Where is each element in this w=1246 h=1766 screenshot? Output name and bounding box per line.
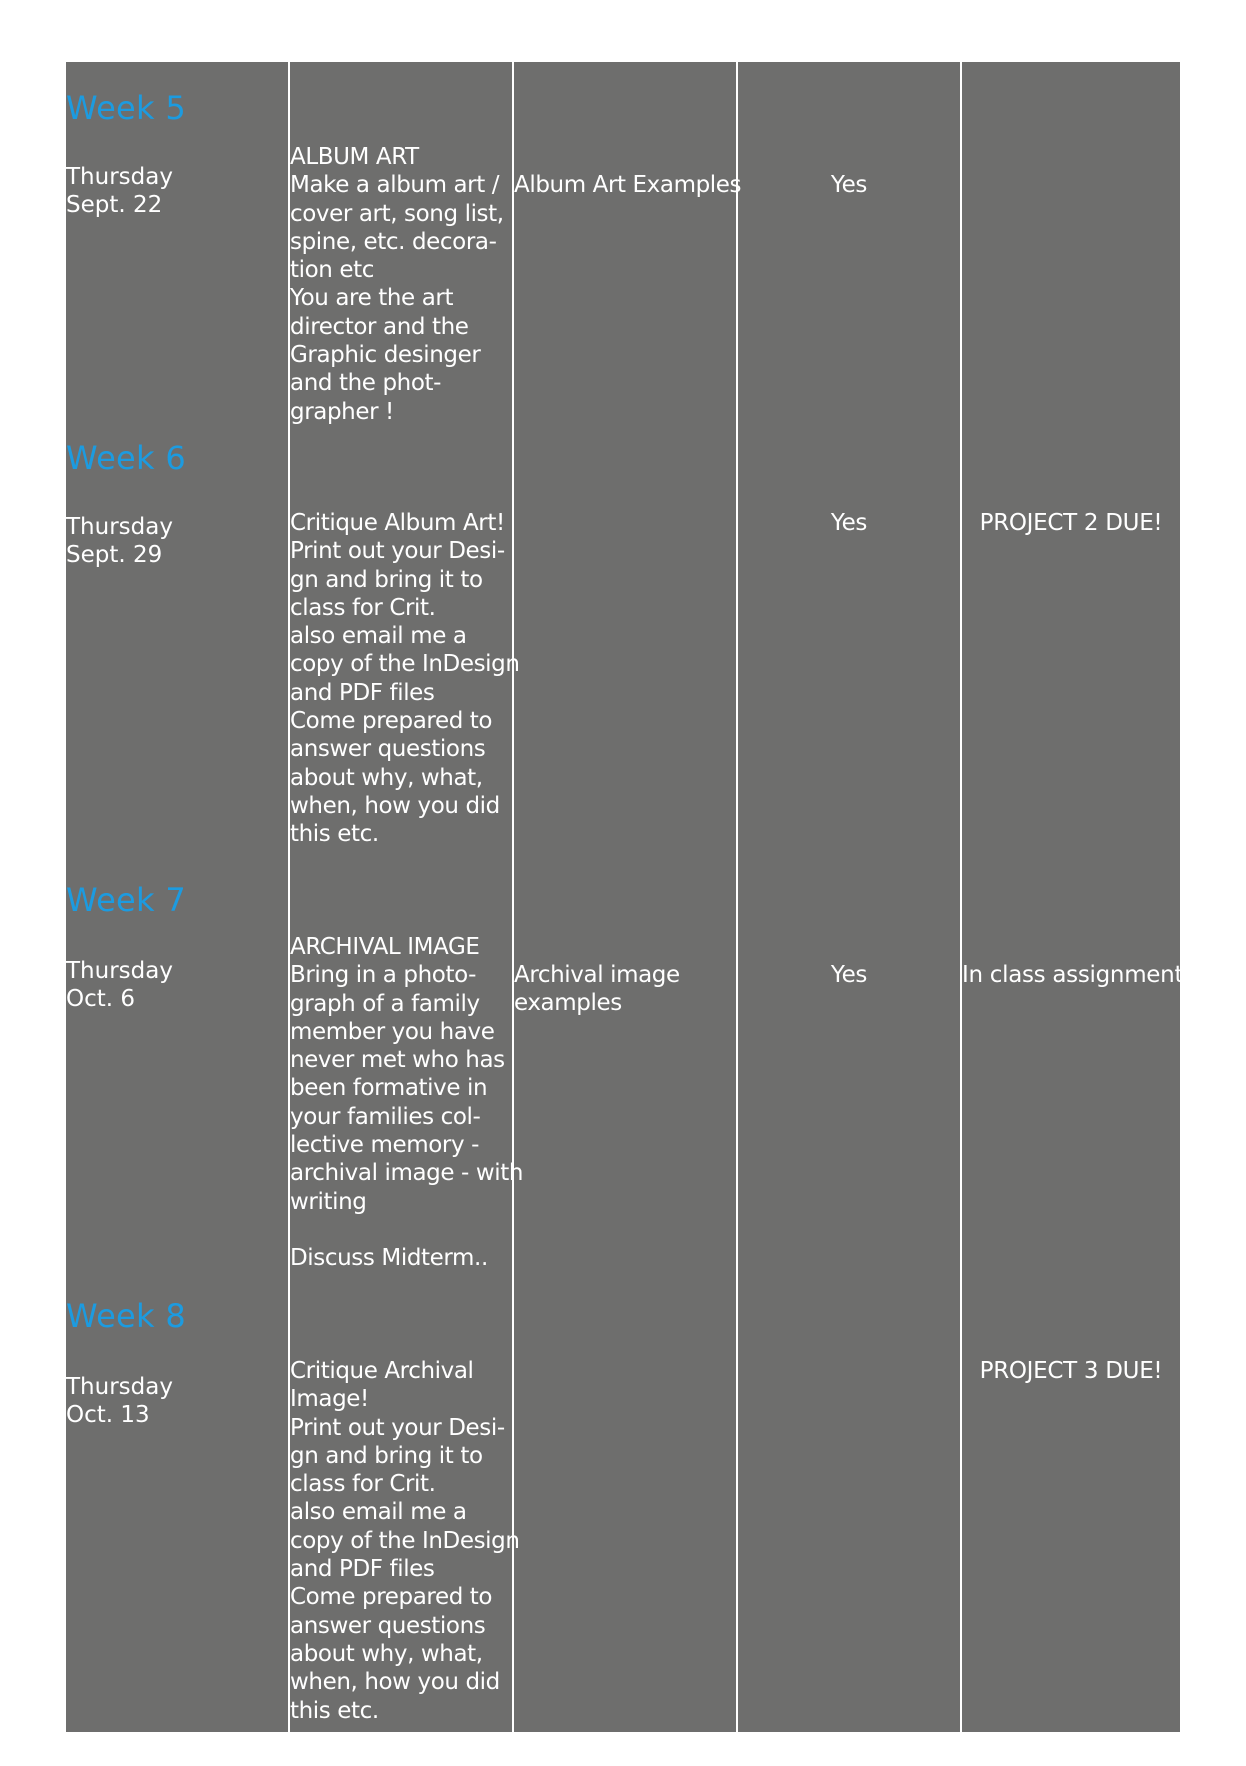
week-7-topic: ARCHIVAL IMAGE Bring in a photo- graph of a family member you have never met who has been formative in your families col- lective memory - archival image - with writing Discuss Midterm..: [290, 934, 524, 1272]
week-8-topic: Critique Archival Image! Print out your Desi- gn and bring it to class for Crit. also email me a copy of the InDesign and PDF files Come prepared to answer questions about why, what, when, how you did this etc.: [290, 1358, 520, 1724]
week-7-resources: Archival image examples: [514, 962, 680, 1017]
week-5-topic: ALBUM ART Make a album art / cover art, song list, spine, etc. decora- tion etc You are the art director and the Graphic desinger and the phot- grapher !: [290, 144, 504, 425]
week-8-note: PROJECT 3 DUE!: [979, 1358, 1163, 1384]
week-6-heading: Week 6: [66, 439, 187, 477]
schedule-table: [66, 62, 1184, 1732]
week-7-note: In class assignment: [962, 962, 1184, 988]
week-5-heading: Week 5: [66, 89, 187, 127]
week-6-topic: Critique Album Art! Print out your Desi- gn and bring it to class for Crit. also email me a copy of the InDesign and PDF files Come prepared to answer questions about why, what, when, how you did this etc.: [290, 510, 520, 848]
week-5-date: Thursday Sept. 22: [66, 164, 173, 218]
week-7-heading: Week 7: [66, 881, 187, 919]
week-6-status: Yes: [830, 510, 868, 536]
week-7-date: Thursday Oct. 6: [66, 958, 173, 1012]
week-5-status: Yes: [830, 172, 868, 198]
week-8-date: Thursday Oct. 13: [66, 1374, 173, 1428]
week-6-note: PROJECT 2 DUE!: [979, 510, 1163, 536]
week-8-heading: Week 8: [66, 1297, 187, 1335]
week-7-status: Yes: [830, 962, 868, 988]
column-divider: [960, 62, 962, 1732]
week-5-resources: Album Art Examples: [514, 172, 742, 198]
week-6-date: Thursday Sept. 29: [66, 514, 173, 568]
column-divider: [736, 62, 738, 1732]
